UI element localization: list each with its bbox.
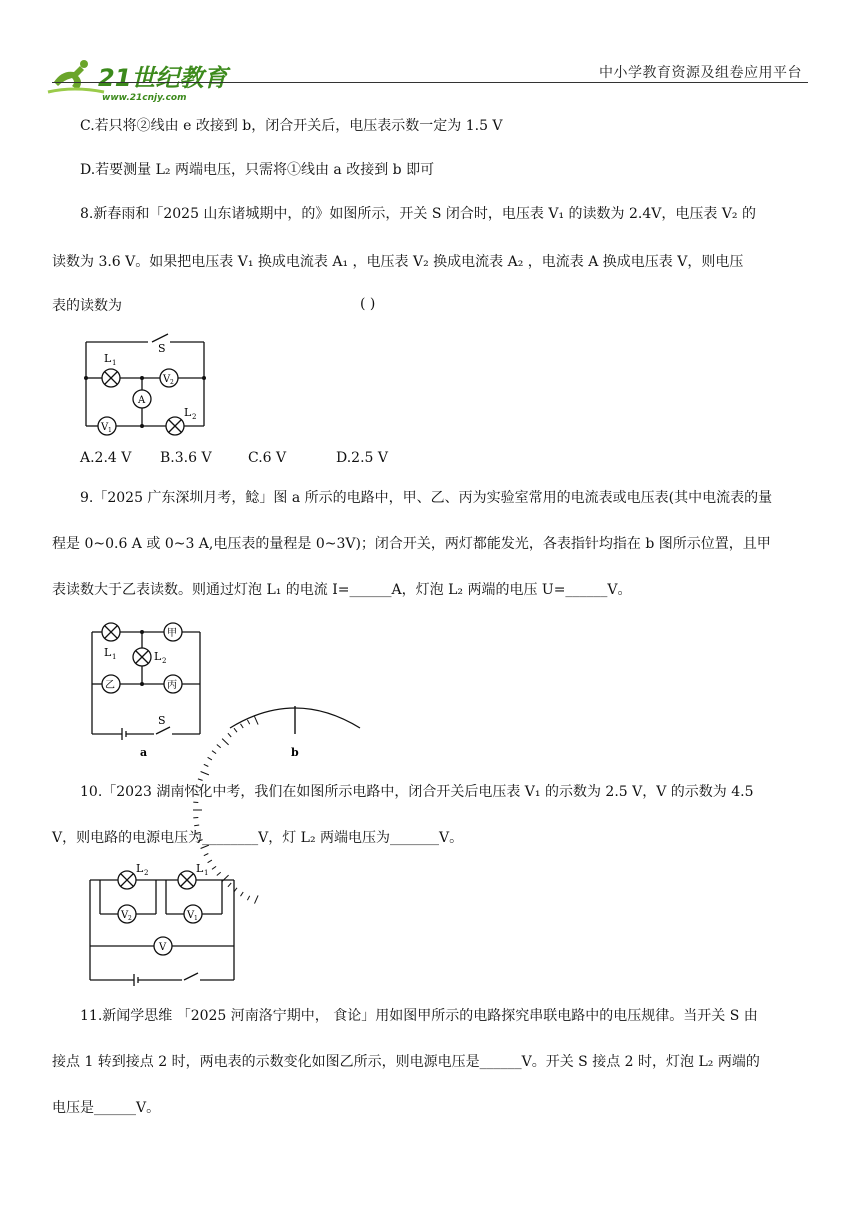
- q8-v2-label: V: [163, 374, 171, 385]
- q10-circuit-diagram: [84, 860, 244, 990]
- q9-circuit-diagram-a: [84, 616, 214, 766]
- dial-tick: [247, 896, 249, 900]
- q10-v1-sub: 1: [194, 915, 198, 922]
- q8-option-a: A.2.4 V: [80, 450, 132, 466]
- dial-tick: [198, 779, 203, 781]
- q11-text-line-3: 电压是______V。: [52, 1100, 161, 1116]
- logo-main-text: 21世纪教育: [98, 64, 228, 92]
- q9-switch-label: S: [158, 714, 166, 727]
- q8-l1-label: L: [104, 352, 112, 365]
- q9-figure-b-caption: b: [291, 746, 299, 759]
- q9-text-line-2: 程是 0~0.6 A 或 0~3 A,电压表的量程是 0~3V)；闭合开关，两灯都能发光，各表指针均指在 b 图所示位置，且甲: [52, 536, 771, 552]
- q9-l1-sub: 1: [112, 653, 117, 661]
- q10-l2-sub: 2: [144, 869, 149, 877]
- q10-v2-sub: 2: [128, 915, 132, 922]
- q8-ammeter-label: A: [138, 395, 146, 406]
- q9-meter-yi-label: 乙: [105, 680, 115, 691]
- q7-option-c: C.若只将②线由 e 改接到 b，闭合开关后，电压表示数一定为 1.5 V: [80, 118, 503, 134]
- runner-logo-icon: [44, 56, 228, 104]
- q8-option-d: D.2.5 V: [336, 450, 389, 466]
- dial-tick: [234, 728, 237, 732]
- dial-tick: [204, 854, 209, 856]
- q10-l1-label: L: [196, 862, 204, 875]
- q9-meter-jia-label: 甲: [167, 628, 177, 639]
- q8-circuit-diagram: [70, 330, 220, 440]
- q8-l1-sub: 1: [112, 359, 117, 367]
- dial-tick: [228, 733, 231, 737]
- dial-tick: [241, 724, 244, 728]
- q8-option-c: C.6 V: [248, 450, 287, 466]
- q9-l2-sub: 2: [162, 657, 167, 665]
- dial-tick: [201, 772, 209, 775]
- q10-v2-label: V: [121, 910, 129, 921]
- q10-v-label: V: [159, 942, 167, 953]
- dial-tick: [255, 895, 259, 903]
- q7-option-d: D.若要测量 L₂ 两端电压，只需将①线由 a 改接到 b 即可: [80, 162, 435, 178]
- platform-title: 中小学教育资源及组卷应用平台: [599, 65, 802, 81]
- q8-switch-label: S: [158, 342, 166, 355]
- q11-text-line-2: 接点 1 转到接点 2 时，两电表的示数变化如图乙所示，则电源电压是______V。开关 S 接点 2 时，灯泡 L₂ 两端的: [52, 1054, 760, 1070]
- q8-answer-bracket: ( ): [360, 296, 376, 312]
- q8-text-line-2: 读数为 3.6 V。如果把电压表 V₁ 换成电流表 A₁ ，电压表 V₂ 换成电流表 A₂ ，电流表 A 换成电压表 V，则电压: [52, 254, 744, 270]
- q8-text-line-3: 表的读数为: [52, 298, 122, 314]
- dial-tick: [222, 739, 229, 745]
- q10-text-line-2: V，则电路的电源电压为________V，灯 L₂ 两端电压为_______V。: [52, 830, 464, 846]
- q8-v2-sub: 2: [170, 379, 174, 386]
- q9-text-line-3: 表读数大于乙表读数。则通过灯泡 L₁ 的电流 I=______A，灯泡 L₂ 两端的电压 U=______V。: [52, 582, 632, 598]
- dial-tick: [217, 745, 221, 748]
- q8-v1-label: V: [101, 422, 109, 433]
- q10-v1-label: V: [187, 910, 195, 921]
- logo: [44, 56, 228, 104]
- q9-meter-dial-b: [224, 690, 366, 766]
- dial-tick: [194, 825, 199, 826]
- q8-option-b: B.3.6 V: [160, 450, 212, 466]
- header-divider: [52, 82, 808, 83]
- q10-l1-sub: 1: [204, 869, 209, 877]
- q9-l1-label: L: [104, 646, 112, 659]
- q9-text-line-1: 9.「2025 广东深圳月考，鲶」图 a 所示的电路中，甲、乙、丙为实验室常用的电流表或电压表(其中电流表的量: [80, 490, 773, 506]
- q9-l2-label: L: [154, 650, 162, 663]
- q9-figure-a-caption: a: [140, 746, 148, 759]
- q8-text-line-1: 8.新春雨和「2025 山东诸城期中，的》如图所示，开关 S 闭合时，电压表 V₁ 的读数为 2.4V，电压表 V₂ 的: [80, 206, 756, 222]
- q10-text-line-1: 10.「2023 湖南怀化中考，我们在如图所示电路中，闭合开关后电压表 V₁ 的示数为 2.5 V，V 的示数为 4.5: [80, 784, 754, 800]
- dial-tick: [247, 720, 249, 724]
- q8-l2-label: L: [184, 406, 192, 419]
- q10-l2-label: L: [136, 862, 144, 875]
- q8-l2-sub: 2: [192, 413, 197, 421]
- q9-meter-bing-label: 丙: [167, 680, 177, 691]
- q8-v1-sub: 1: [108, 427, 112, 434]
- dial-tick: [255, 716, 259, 724]
- q11-text-line-1: 11.新闻学思维 「2025 河南洛宁期中， 食论」用如图甲所示的电路探究串联电路中的电压规律。当开关 S 由: [80, 1008, 758, 1024]
- logo-url-text: www.21cnjy.com: [102, 93, 187, 103]
